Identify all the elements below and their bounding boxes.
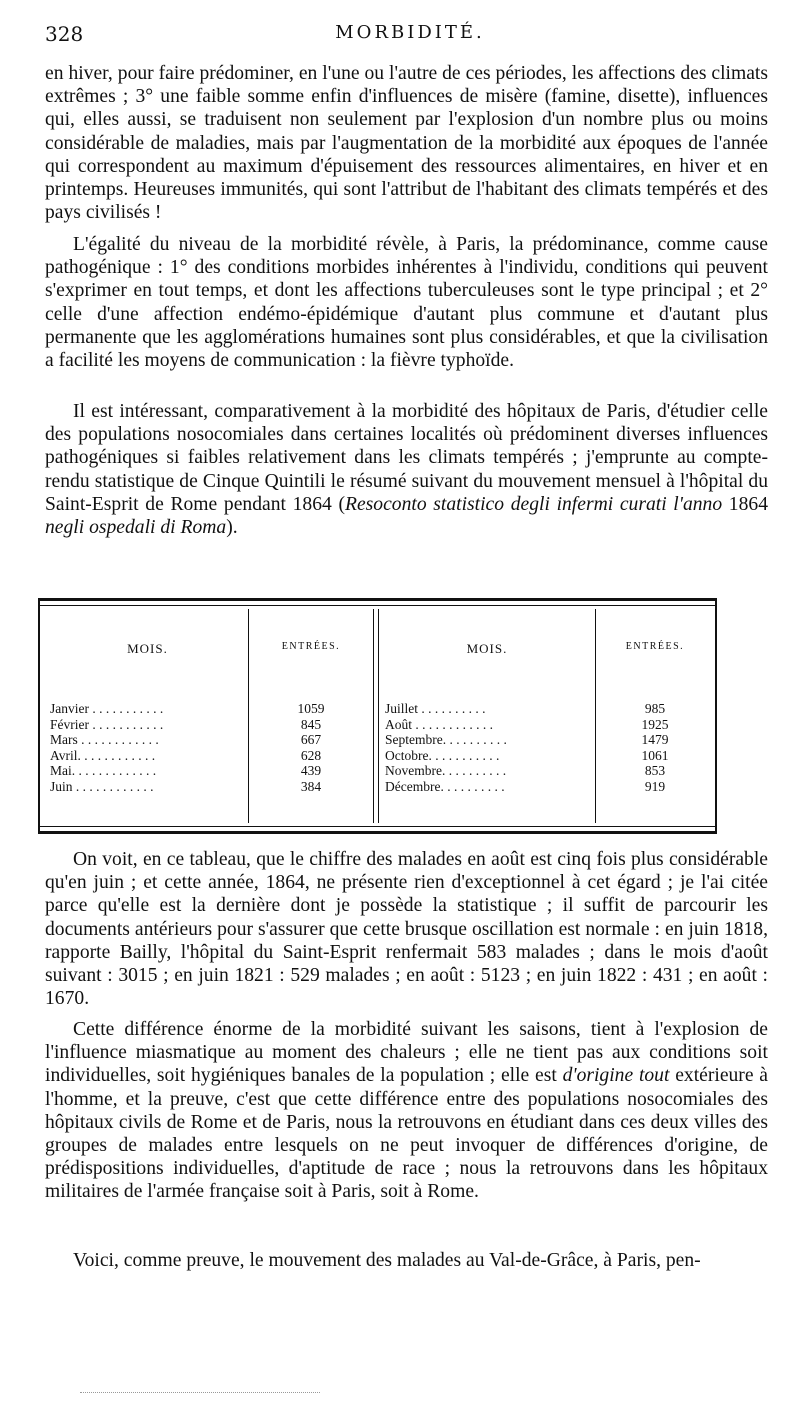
table-divider (595, 609, 596, 823)
table-row-value: 919 (644, 778, 666, 794)
table-row-month: Février . . . . . . . . . . . (50, 716, 164, 732)
table-header-mois-right: MOIS. (466, 641, 508, 656)
table-row-month: Juillet . . . . . . . . . . (385, 701, 486, 716)
page-number: 328 (45, 22, 84, 46)
table-row-month: Mai. . . . . . . . . . . . . (50, 763, 157, 778)
table-row-value: 628 (300, 747, 322, 763)
page-header (45, 18, 775, 48)
table-row-value: 1479 (641, 732, 669, 747)
table-double-divider (373, 609, 379, 823)
p5-italic: d'origine tout (562, 1065, 670, 1087)
paragraph-5-text (45, 1018, 768, 1204)
paragraph-1 (45, 62, 768, 224)
table-row-month: Octobre. . . . . . . . . . . (385, 747, 500, 763)
table-row-month: Mars . . . . . . . . . . . . (50, 732, 159, 747)
admissions-table (38, 598, 717, 834)
p5-end: extérieure à l'homme, et la preuve, c'est que cette différence entre des populations nosocomiales des hôpitaux civils de Rome et de Paris, nous la retrouvons en étudiant dans ces deux villes des groupes de malades entre lesquels on ne peut invoquer de différences d'origine, de prédispositions individuelles, d'aptitude de race ; nous la retrouvons dans les hôpitaux militaires de l'armée française soit à Paris, soit à Rome. (45, 1065, 769, 1203)
table-row-month: Avril. . . . . . . . . . . . (50, 747, 156, 763)
paragraph-6 (45, 1249, 768, 1272)
table-values-left (252, 701, 370, 794)
table-row-value: 1059 (297, 701, 325, 716)
p5-start: Cette différence énorme de la morbidité suivant les saisons, tient à l'explosion de l'influence miasmatique au moment des chaleurs ; elle ne tient pas aux conditions soit individuelles, soit hygiéniques banales de la population ; elle est (45, 1019, 768, 1087)
footer-divider (80, 1392, 320, 1393)
table-row-value: 667 (300, 732, 322, 747)
table-row-month: Septembre. . . . . . . . . . (385, 732, 507, 747)
table-row-value: 853 (644, 763, 666, 778)
table-row-month: Novembre. . . . . . . . . . (385, 763, 507, 778)
table-values-right (600, 701, 710, 794)
p3-italic-title: Resoconto statistico degli infermi curati l'anno (345, 493, 723, 515)
paragraph-2 (45, 233, 768, 372)
p3-start: Il est intéressant, comparativement à la morbidité des hôpitaux de Paris, d'étudier celle des populations nosocomiales dans certaines localités où prédominent diverses influences pathogéniques si faibles relativement dans les climats tempérés ; j'emprunte au compte-rendu statistique de Cinque Quintili le résumé suivant du mouvement mensuel à l'hôpital du Saint-Esprit de Rome pendant 1864 ( (45, 401, 768, 515)
table-months-left (50, 701, 245, 794)
table-row-value: 845 (300, 716, 322, 732)
paragraph-3 (45, 400, 768, 539)
table-row-value: 1925 (641, 716, 669, 732)
table-row-value: 439 (300, 763, 322, 778)
running-head: MORBIDITÉ. (335, 22, 485, 43)
table-row-month: Juin . . . . . . . . . . . . (50, 778, 154, 794)
table-row-month: Janvier . . . . . . . . . . . (50, 701, 164, 716)
paragraph-2-text: L'égalité du niveau de la morbidité révèle, à Paris, la prédominance, comme cause pathogénique : 1° des conditions morbides inhérentes à l'individu, conditions qui peuvent s'exprimer en tout temps, et dont les affections tuberculeuses sont le type principal ; et 2° celle d'une affection endémo-épidémique d'autant plus commune et d'autant plus permanente que les agglomérations humaines sont plus considérables, et que la civilisation a facilité les moyens de communication : la fièvre typhoïde. (45, 234, 768, 372)
table-row-month: Décembre. . . . . . . . . . (385, 778, 505, 794)
table-row-value: 384 (300, 778, 322, 794)
p3-end: ). (226, 517, 238, 539)
table-header-mois-left: MOIS. (127, 641, 168, 656)
paragraph-5 (45, 1018, 768, 1204)
table-divider (248, 609, 249, 823)
table-header-entrees-left: ENTRÉES. (281, 641, 341, 652)
p3-year: 1864 (722, 493, 768, 515)
table-row-value: 1061 (641, 747, 669, 763)
table-months-right (385, 701, 590, 794)
paragraph-1-text: en hiver, pour faire prédominer, en l'une ou l'autre de ces périodes, les affections des climats extrêmes ; 3° une faible somme enfin d'influences de misère (famine, disette), influences qui, elles aussi, se traduisent non seulement par l'explosion d'un nombre plus ou moins considérable de maladies, mais par l'augmentation de la morbidité aux époques de l'année qui correspondent au maximum d'épuisement des ressources alimentaires, en hiver et en printemps. Heureuses immunités, qui sont l'attribut de l'habitant des climats tempérés et des pays civilisés ! (45, 63, 768, 224)
p3-italic-title-end: negli ospedali di Roma (45, 517, 227, 539)
paragraph-4-text: On voit, en ce tableau, que le chiffre des malades en août est cinq fois plus considérable qu'en juin ; et cette année, 1864, ne présente rien d'exceptionnel à cet égard ; je l'ai citée parce qu'elle est la dernière dont je possède la statistique ; il suffit de parcourir les documents antérieurs pour s'assurer que cette brusque oscillation est normale : en juin 1818, rapporte Bailly, l'hôpital du Saint-Esprit renfermait 583 malades ; dans le mois d'août suivant : 3015 ; en juin 1821 : 529 malades ; en août : 5123 ; en juin 1822 : 431 ; en août : 1670. (45, 849, 768, 1010)
table-row-value: 985 (644, 701, 666, 716)
table-row-month: Août . . . . . . . . . . . . (385, 716, 493, 732)
paragraph-3-text (45, 400, 768, 539)
paragraph-4 (45, 848, 768, 1010)
paragraph-6-text: Voici, comme preuve, le mouvement des malades au Val-de-Grâce, à Paris, pen- (73, 1250, 701, 1271)
table-header-entrees-right: ENTRÉES. (625, 641, 685, 652)
